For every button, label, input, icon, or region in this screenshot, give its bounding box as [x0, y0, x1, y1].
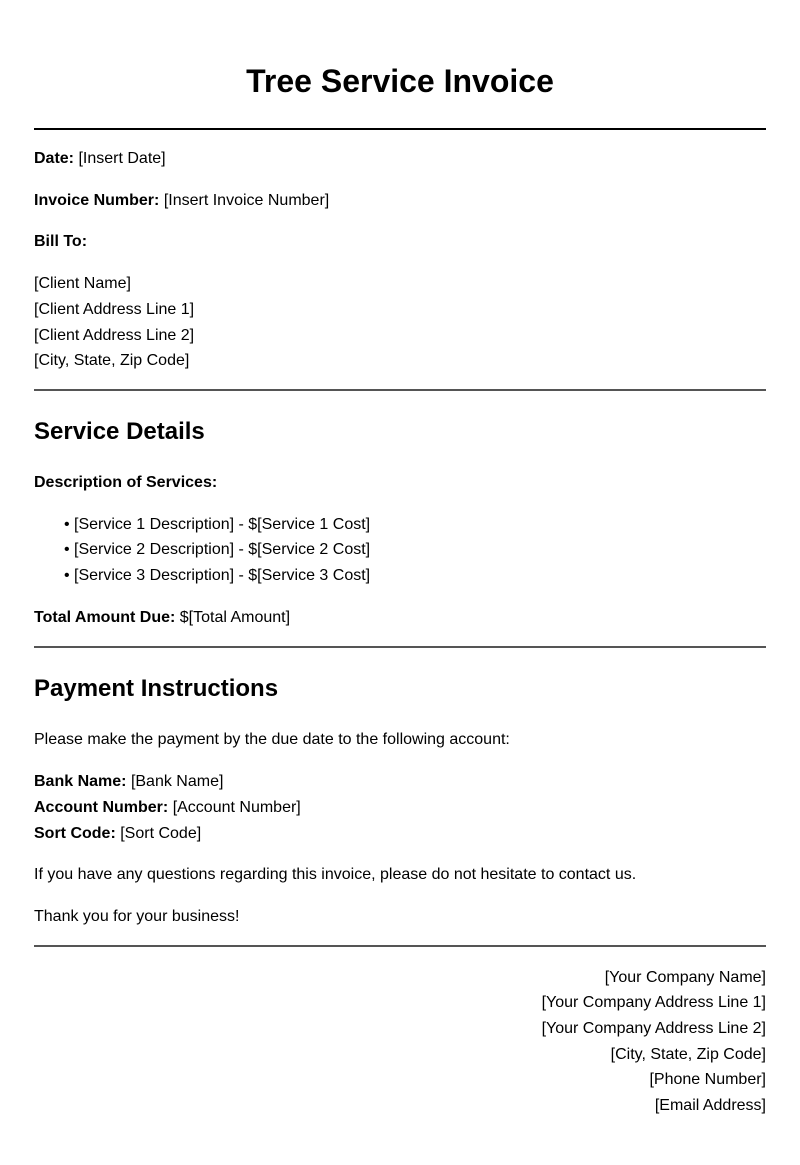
list-item: • [Service 1 Description] - $[Service 1 Cost]	[34, 512, 766, 538]
bill-to-heading: Bill To:	[34, 233, 88, 251]
service-list	[34, 512, 766, 589]
payment-intro: Please make the payment by the due date to the following account:	[34, 731, 510, 749]
date-label: Date:	[34, 150, 75, 167]
company-address-line-1: [Your Company Address Line 1]	[541, 994, 766, 1012]
client-city-state-zip: [City, State, Zip Code]	[34, 352, 190, 370]
bank-name-line	[34, 769, 766, 795]
invoice-number-line	[34, 188, 766, 214]
company-address-block	[34, 947, 766, 1119]
account-number-line	[34, 795, 766, 821]
account-number-label: Account Number:	[34, 798, 169, 816]
invoice-number-label: Invoice Number:	[34, 191, 160, 209]
page-title: Tree Service Invoice	[246, 63, 554, 99]
payment-instructions-heading: Payment Instructions	[34, 675, 279, 703]
thanks-text: Thank you for your business!	[34, 907, 240, 925]
client-address-block	[34, 271, 766, 374]
bill-to-label	[34, 229, 766, 255]
company-address-line-2: [Your Company Address Line 2]	[541, 1020, 766, 1038]
questions-text: If you have any questions regarding this invoice, please do not hesitate to contact us.	[34, 866, 637, 884]
invoice-page	[34, 0, 766, 1119]
bank-details-block	[34, 769, 766, 846]
sort-code-label: Sort Code:	[34, 824, 116, 842]
date-line	[34, 146, 766, 172]
client-address-line-2: [Client Address Line 2]	[34, 326, 195, 344]
bank-name-value: [Bank Name]	[130, 773, 224, 791]
service-details-heading: Service Details	[34, 417, 205, 445]
list-item: • [Service 2 Description] - $[Service 2 Cost]	[34, 537, 766, 563]
client-address-line-1: [Client Address Line 1]	[34, 300, 195, 318]
total-value: $[Total Amount]	[179, 608, 291, 626]
payment-section	[34, 648, 766, 929]
company-name: [Your Company Name]	[604, 968, 766, 986]
total-label: Total Amount Due:	[34, 608, 176, 626]
sort-code-value: [Sort Code]	[120, 824, 202, 842]
description-label	[34, 470, 766, 496]
list-item: • [Service 3 Description] - $[Service 3 Cost]	[34, 563, 766, 589]
account-number-value: [Account Number]	[172, 798, 301, 816]
company-email: [Email Address]	[654, 1097, 766, 1115]
client-name: [Client Name]	[34, 275, 131, 293]
company-phone: [Phone Number]	[649, 1071, 766, 1089]
bank-name-label: Bank Name:	[34, 773, 127, 791]
invoice-number-value: [Insert Invoice Number]	[163, 191, 330, 209]
description-heading: Description of Services:	[34, 473, 218, 491]
total-line	[34, 605, 766, 631]
sort-code-line	[34, 821, 766, 847]
service-details-section	[34, 391, 766, 631]
company-city-state-zip: [City, State, Zip Code]	[610, 1045, 766, 1063]
invoice-header-section	[34, 130, 766, 374]
date-value: [Insert Date]	[78, 150, 166, 167]
